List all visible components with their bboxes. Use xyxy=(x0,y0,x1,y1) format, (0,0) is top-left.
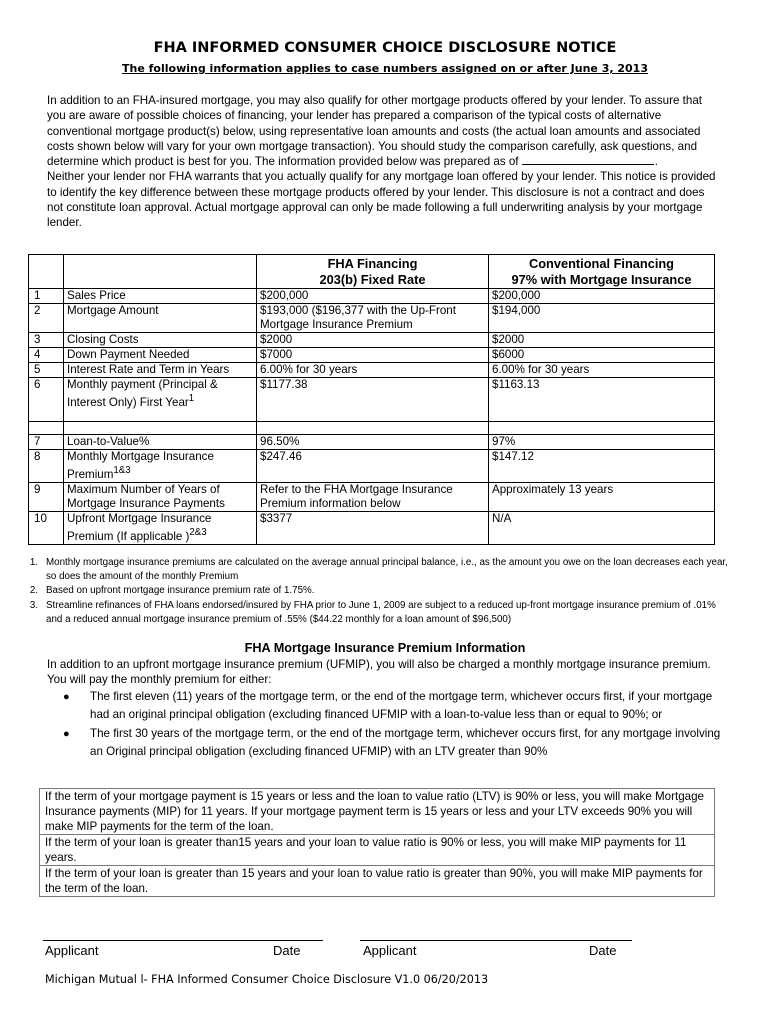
fha-column-header: FHA Financing 203(b) Fixed Rate xyxy=(257,255,489,289)
applicant1-label: Applicant xyxy=(45,943,99,958)
table-row: 1 Sales Price $200,000 $200,000 xyxy=(29,289,715,304)
mip-rules-table xyxy=(39,788,715,897)
document-subtitle: The following information applies to case numbers assigned on or after June 3, 2013 xyxy=(122,62,648,75)
table-row: 5 Interest Rate and Term in Years 6.00% for 30 years 6.00% for 30 years xyxy=(29,363,715,378)
table-row: 7 Loan-to-Value% 96.50% 97% xyxy=(29,435,715,450)
applicant1-signature-line[interactable] xyxy=(43,940,323,941)
intro-paragraph: In addition to an FHA-insured mortgage, you may also qualify for other mortgage products offered by your lender. To assure that you are aware of possible choices of financing, your lender has prepared a comparison of the typical costs of alternative conventional mortgage product(s) below, using representative loan amounts and costs (the actual loan amounts and associated costs shown below will vary for your own mortgage transaction). You should study the comparison carefully, ask questions, and determine which product is best for you. The information provided below was prepared as of xyxy=(47,94,702,169)
document-footer: Michigan Mutual l- FHA Informed Consumer Choice Disclosure V1.0 06/20/2013 xyxy=(45,973,489,986)
footnote: 1. Monthly mortgage insurance premiums are calculated on the average annual principal balance, i.e., as the amount you owe on the loan decreases each year, so does the amount of the monthly Premium xyxy=(29,557,728,583)
table-row: If the term of your loan is greater than15 years and your loan to value ratio is 90% or less, you will make MIP payments for 11 years. xyxy=(40,835,715,866)
footnote: 2. Based on upfront mortgage insurance premium rate of 1.75%. xyxy=(29,585,315,597)
footnote: 3. Streamline refinances of FHA loans endorsed/insured by FHA prior to June 1, 2009 are subject to a reduced up-front mortgage insurance premium of .01% and a reduced annual mortgage insurance premium of .55% ($44.22 monthly for a loan amount of $96,500) xyxy=(29,599,716,625)
prepared-date-blank[interactable] xyxy=(522,154,654,165)
table-row: 4 Down Payment Needed $7000 $6000 xyxy=(29,348,715,363)
table-header-row xyxy=(29,255,715,289)
table-row: 10 Upfront Mortgage Insurance Premium (If applicable )$^{2\&3}$ $3377 N/A xyxy=(29,511,715,544)
table-row: 8 Monthly Mortgage Insurance Premium$^{1\&3}$ $247.46 $147.12 xyxy=(29,450,715,483)
comparison-table xyxy=(28,254,715,545)
document-title: FHA INFORMED CONSUMER CHOICE DISCLOSURE NOTICE xyxy=(153,40,617,56)
table-row: 3 Closing Costs $2000 $2000 xyxy=(29,333,715,348)
table-row: 9 Maximum Number of Years of Mortgage Insurance Payments Refer to the FHA Mortgage Insurance Premium information below Approximately 13 years xyxy=(29,482,715,511)
list-item: ● The first eleven (11) years of the mortgage term, or the end of the mortgage term, whichever occurs first, if your mortgage had an original principal obligation (excluding financed UFMIP with a loan-to-value less than or equal to 90%; or xyxy=(63,690,713,722)
bullet-icon: ● xyxy=(63,727,70,740)
footnotes xyxy=(22,556,732,627)
date1-label: Date xyxy=(273,943,301,958)
mip-section-title: FHA Mortgage Insurance Premium Information xyxy=(244,641,526,655)
applicant2-label: Applicant xyxy=(363,943,417,958)
bullet-icon: ● xyxy=(63,691,70,703)
conventional-column-header: Conventional Financing 97% with Mortgage Insurance xyxy=(489,255,715,289)
list-item: ● The first 30 years of the mortgage term, or the end of the mortgage term, whichever occurs first, for any mortgage involving an Original principal obligation (excluding financed UFMIP) with an LTV greater than 90% xyxy=(63,726,721,758)
applicant2-signature-line[interactable] xyxy=(360,940,632,941)
table-spacer-row xyxy=(29,422,715,435)
table-row: 6 Monthly payment (Principal & Interest Only) First Year$^1$ $1177.38 $1163.13 xyxy=(29,378,715,422)
table-row: If the term of your loan is greater than 15 years and your loan to value ratio is greater than 90%, you will make MIP payments for the term of the loan. xyxy=(40,866,715,897)
mip-bullet-list xyxy=(60,688,730,761)
table-row: If the term of your mortgage payment is 15 years or less and the loan to value ratio (LTV) is 90% or less, you will make Mortgage Insurance payments (MIP) for 11 years. If your mortgage payment term is 15 years or less and your LTV exceeds 90% you will make MIP payments for the term of the loan. xyxy=(40,789,715,835)
date2-label: Date xyxy=(589,943,617,958)
table-row: 2 Mortgage Amount $193,000 ($196,377 with the Up-Front Mortgage Insurance Premium $194,000 xyxy=(29,304,715,333)
disclaimer-paragraph: Neither your lender nor FHA warrants that you actually qualify for any mortgage loan offered by your lender. This notice is provided to identify the key difference between these mortgage products offered by your lender. This disclosure is not a contract and does not constitute loan approval. Actual mortgage approval can only be made following a full underwriting analysis by your mortgage lender. xyxy=(47,170,716,230)
mip-intro: In addition to an upfront mortgage insurance premium (UFMIP), you will also be charged a monthly mortgage insurance premium. You will pay the monthly premium for either: xyxy=(47,658,711,687)
intro-text: In addition to an FHA-insured mortgage, you may also qualify for other mortgage products offered by your lender. To assure that you are aware of possible choices of financing, your lender has prepared a comparison of the typical costs of alternative conventional mortgage product(s) below, using representative loan amounts and costs (the actual loan amounts and associated costs shown below will vary for your own mortgage transaction). You should study the comparison carefully, ask questions, and determine which product is best for you. The information provided below was prepared as of . Neither your lender nor FHA warrants that you actually qualify for any mortgage loan offered by your lender. This notice is provided to identify the key difference between these mortgage products offered by your lender. This disclosure is not a contract and does not constitute loan approval. Actual mortgage approval can only be made following a full underwriting analysis by your mortgage lender. xyxy=(47,93,723,231)
